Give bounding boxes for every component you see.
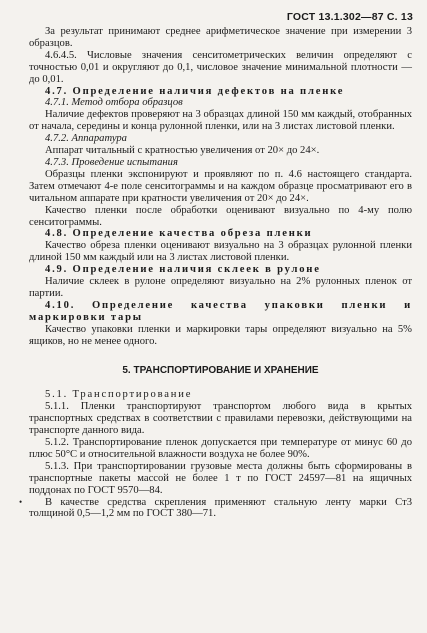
subsection-subheading: 4.7.1. Метод отбора образцов xyxy=(45,97,183,109)
paragraph: Качество упаковки пленки и маркировки тары определяют визуально на 5% ящиков, но не менее одного. xyxy=(29,323,412,347)
subsection-subheading: 4.7.2. Аппаратура xyxy=(45,133,127,145)
subsection-heading: 4.8. Определение качества обреза пленки xyxy=(45,228,313,240)
subsection-heading: 4.7. Определение наличия дефектов на пленке xyxy=(45,85,345,97)
bullet-item xyxy=(19,496,412,521)
paragraph: 5.1.3. При транспортировании грузовые места должны быть сформированы в транспортные пакеты массой не более 1 т по ГОСТ 24597—81 на ящичных поддонах по ГОСТ 9570—84. xyxy=(29,460,412,496)
subsection-heading: 4.9. Определение наличия склеек в рулоне xyxy=(45,264,321,276)
subsection-subheading: 4.7.3. Проведение испытания xyxy=(45,156,178,168)
section-title: 5. ТРАНСПОРТИРОВАНИЕ И ХРАНЕНИЕ xyxy=(122,365,319,377)
page-content xyxy=(19,26,412,520)
paragraph: Образцы пленки экспонируют и проявляют по п. 4.6 настоящего стандарта. Затем отмечают 4-е поле сенситограммы и на каждом образце просматривают его в читальном аппарате при кратности увеличения от 20× до 24×. xyxy=(29,168,412,204)
section-5-text xyxy=(19,389,412,520)
page-header: ГОСТ 13.1.302—87 С. 13 xyxy=(286,11,413,23)
paragraph: 4.6.4.5. Числовые значения сенситометрических величин определяют с точностью 0,01 и округляют до 0,1, числовое значение минимальной плотности — до 0,01. xyxy=(29,49,412,85)
subsection-heading: 4.10. Определение качества упаковки пленки и маркировки тары xyxy=(29,299,412,323)
paragraph: 5.1.1. Пленки транспортируют транспортом любого вида в крытых транспортных средствах в соответствии с правилами перевозки, действующими на транспорте данного вида. xyxy=(29,401,412,437)
subsection-heading: 5.1. Транспортирование xyxy=(45,389,193,401)
paragraph: Наличие склеек в рулоне определяют визуально на 2% рулонных пленок от партии. xyxy=(29,276,412,299)
paragraph: Аппарат читальный с кратностью увеличения от 20× до 24×. xyxy=(45,145,320,157)
paragraph: Качество обреза пленки оценивают визуально на 3 образцах рулонной пленки длиной 150 мм каждый или на 3 листах листовой пленки. xyxy=(29,240,412,264)
paragraph: Наличие дефектов проверяют на 3 образцах длиной 150 мм каждый, отобранных от начала, середины и конца рулонной пленки, или на 3 листах листовой пленки. xyxy=(29,109,412,133)
bullet-icon: • xyxy=(19,496,23,507)
paragraph: В качестве средства скрепления применяют стальную ленту марки Ст3 толщиной 0,5—1,2 мм по ГОСТ 380—71. xyxy=(29,496,412,520)
paragraph: За результат принимают среднее арифметическое значение при измерении 3 образцов. xyxy=(29,26,412,49)
section-4-text xyxy=(29,26,412,347)
paragraph: 5.1.2. Транспортирование пленок допускается при температуре от минус 60 до плюс 50°С и относительной влажности воздуха не более 90%. xyxy=(29,437,412,460)
paragraph: Качество пленки после обработки оценивают визуально по 4-му полю сенситограммы. xyxy=(29,204,412,228)
